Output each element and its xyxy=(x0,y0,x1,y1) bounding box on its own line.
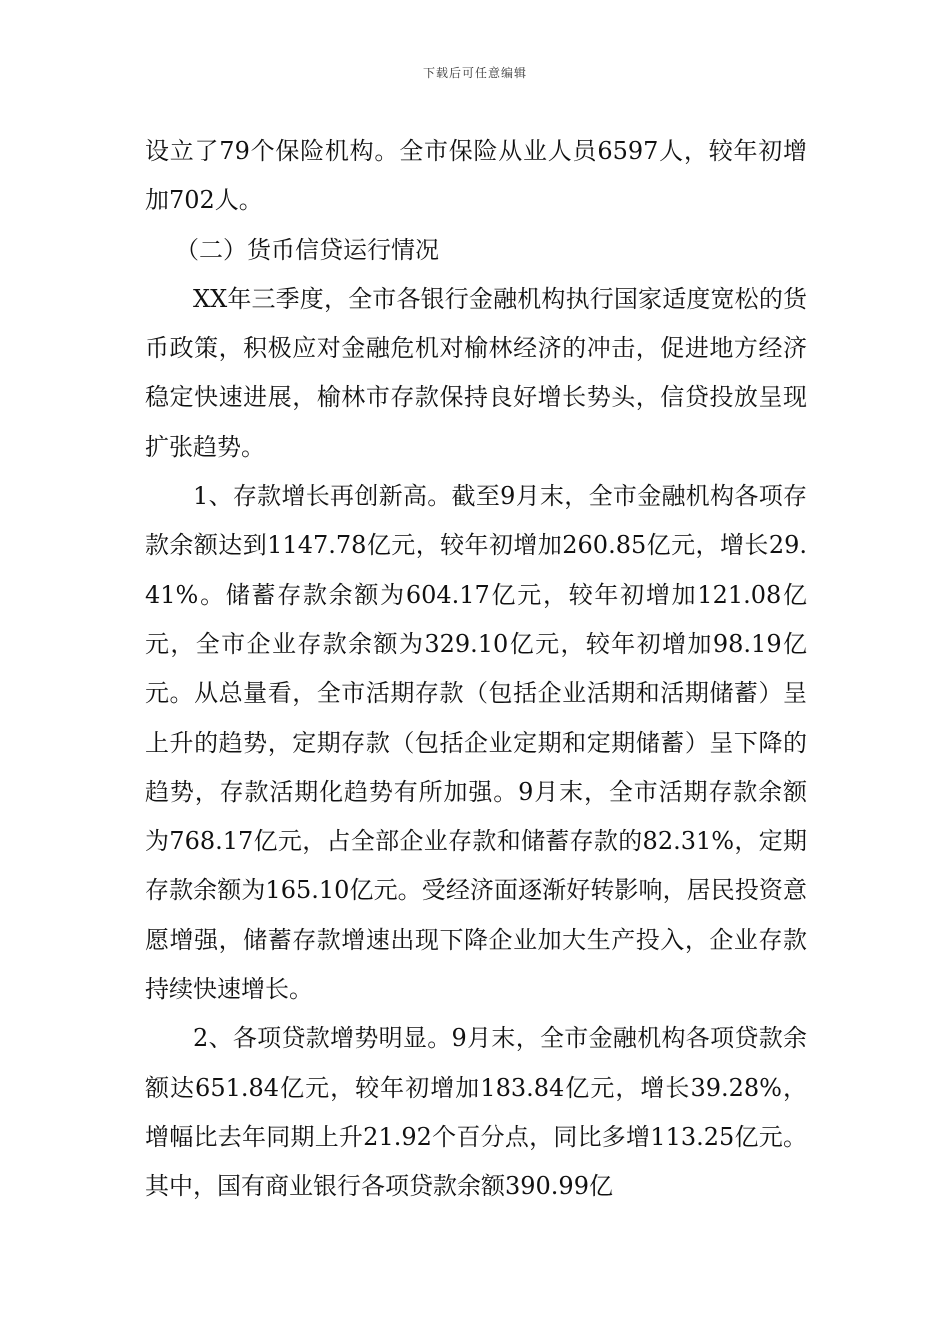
document-body xyxy=(145,127,807,1212)
section-heading-monetary-credit: （二）货币信贷运行情况 xyxy=(175,235,439,264)
paragraph-q3-overview: XX年三季度，全市各银行金融机构执行国家适度宽松的货币政策，积极应对金融危机对榆林经济的冲击，促进地方经济稳定快速进展，榆林市存款保持良好增长势头，信贷投放呈现扩张趋势。 xyxy=(145,284,807,461)
paragraph-loan-growth: 2、各项贷款增势明显。9月末，全市金融机构各项贷款余额达651.84亿元，较年初增加183.84亿元，增长39.28%，增幅比去年同期上升21.92个百分点，同比多增113.25亿元。其中，国有商业银行各项贷款余额390.99亿 xyxy=(145,1024,807,1201)
paragraph-insurance-continuation: 设立了79个保险机构。全市保险从业人员6597人，较年初增加702人。 xyxy=(145,137,807,215)
paragraph-deposit-growth: 1、存款增长再创新高。截至9月末，全市金融机构各项存款余额达到1147.78亿元，较年初增加260.85亿元，增长29.41%。储蓄存款余额为604.17亿元，较年初增加121.08亿元，全市企业存款余额为329.10亿元，较年初增加98.19亿元。从总量看，全市活期存款（包括企业活期和活期储蓄）呈上升的趋势，定期存款（包括企业定期和定期储蓄）呈下降的趋势，存款活期化趋势有所加强。9月末，全市活期存款余额为768.17亿元，占全部企业存款和储蓄存款的82.31%，定期存款余额为165.10亿元。受经济面逐渐好转影响，居民投资意愿增强，储蓄存款增速出现下降企业加大生产投入，企业存款持续快速增长。 xyxy=(145,482,807,1004)
page-header-note: 下载后可任意编辑 xyxy=(422,66,527,80)
